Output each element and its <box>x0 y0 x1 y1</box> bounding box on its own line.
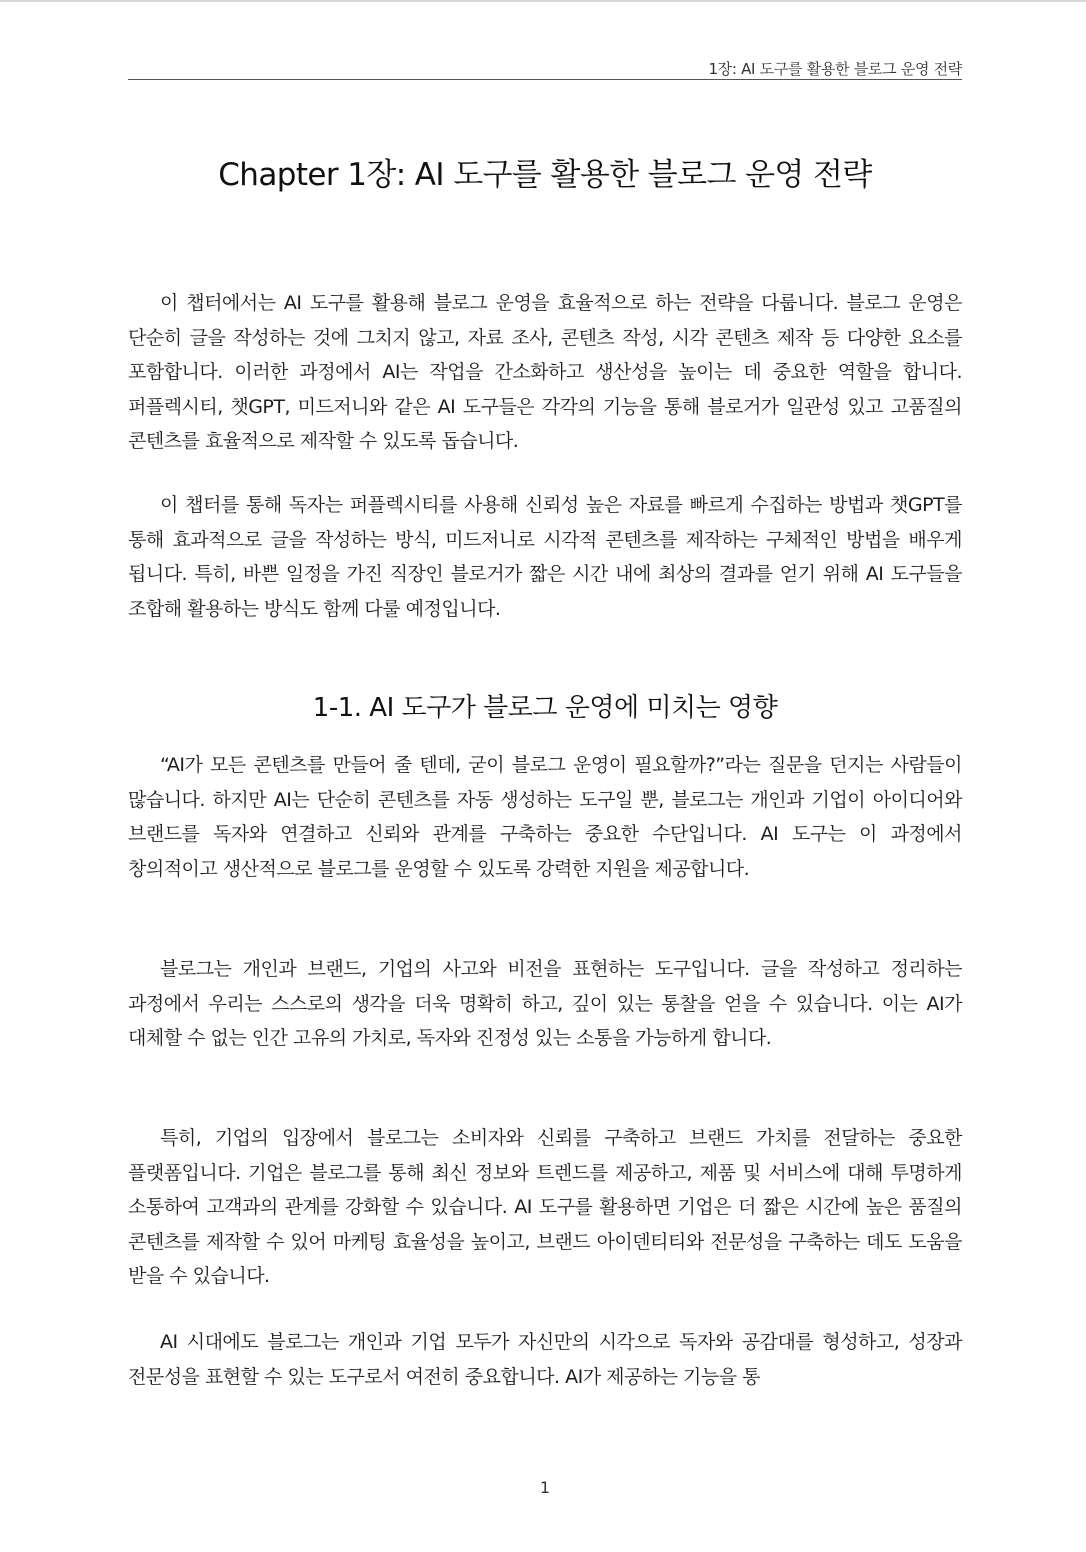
page-number: 1 <box>539 1478 551 1497</box>
section-paragraph-2: 블로그는 개인과 브랜드, 기업의 사고와 비전을 표현하는 도구입니다. 글을 작성하고 정리하는 과정에서 우리는 스스로의 생각을 더욱 명확히 하고, 깊이 있는 통찰을 얻을 수 있습니다. 이는 AI가 대체할 수 없는 인간 고유의 가치로, 독자와 진정성 있는 소통을 가능하게 합니다. <box>128 958 962 1049</box>
section-paragraph-4: AI 시대에도 블로그는 개인과 기업 모두가 자신만의 시각으로 독자와 공감대를 형성하고, 성장과 전문성을 표현할 수 있는 도구로서 여전히 중요합니다. AI가 제공하는 기능을 통 <box>128 1331 962 1388</box>
section-title: 1-1. AI 도구가 블로그 운영에 미치는 영향 <box>312 693 778 723</box>
page-top-border <box>0 0 1086 2</box>
intro-paragraph-2: 이 챕터를 통해 독자는 퍼플렉시티를 사용해 신뢰성 높은 자료를 빠르게 수집하는 방법과 챗GPT를 통해 효과적으로 글을 작성하는 방식, 미드저니로 시각적 콘텐츠를 제작하는 구체적인 방법을 배우게 됩니다. 특히, 바쁜 일정을 가진 직장인 블로거가 짧은 시간 내에 최상의 결과를 얻기 위해 AI 도구들을 조합해 활용하는 방식도 함께 다룰 예정입니다. <box>128 494 962 620</box>
section-paragraph-1: “AI가 모든 콘텐츠를 만들어 줄 텐데, 굳이 블로그 운영이 필요할까?”라는 질문을 던지는 사람들이 많습니다. 하지만 AI는 단순히 콘텐츠를 자동 생성하는 도구일 뿐, 블로그는 개인과 기업이 아이디어와 브랜드를 독자와 연결하고 신뢰와 관계를 구축하는 중요한 수단입니다. AI 도구는 이 과정에서 창의적이고 생산적으로 블로그를 운영할 수 있도록 강력한 지원을 제공합니다. <box>128 754 962 880</box>
header-divider <box>128 79 962 80</box>
chapter-title: Chapter 1장: AI 도구를 활용한 블로그 운영 전략 <box>218 157 872 193</box>
intro-paragraph-1: 이 챕터에서는 AI 도구를 활용해 블로그 운영을 효율적으로 하는 전략을 다룹니다. 블로그 운영은 단순히 글을 작성하는 것에 그치지 않고, 자료 조사, 콘텐츠 작성, 시각 콘텐츠 제작 등 다양한 요소를 포함합니다. 이러한 과정에서 AI는 작업을 간소화하고 생산성을 높이는 데 중요한 역할을 합니다. 퍼플렉시티, 챗GPT, 미드저니와 같은 AI 도구들은 각각의 기능을 통해 블로거가 일관성 있고 고품질의 콘텐츠를 효율적으로 제작할 수 있도록 돕습니다. <box>128 292 962 452</box>
section-paragraph-3: 특히, 기업의 입장에서 블로그는 소비자와 신뢰를 구축하고 브랜드 가치를 전달하는 중요한 플랫폼입니다. 기업은 블로그를 통해 최신 정보와 트렌드를 제공하고, 제품 및 서비스에 대해 투명하게 소통하여 고객과의 관계를 강화할 수 있습니다. AI 도구를 활용하면 기업은 더 짧은 시간에 높은 품질의 콘텐츠를 제작할 수 있어 마케팅 효율성을 높이고, 브랜드 아이덴티티와 전문성을 구축하는 데도 도움을 받을 수 있습니다. <box>128 1127 962 1287</box>
running-header: 1장: AI 도구를 활용한 블로그 운영 전략 <box>708 60 962 78</box>
